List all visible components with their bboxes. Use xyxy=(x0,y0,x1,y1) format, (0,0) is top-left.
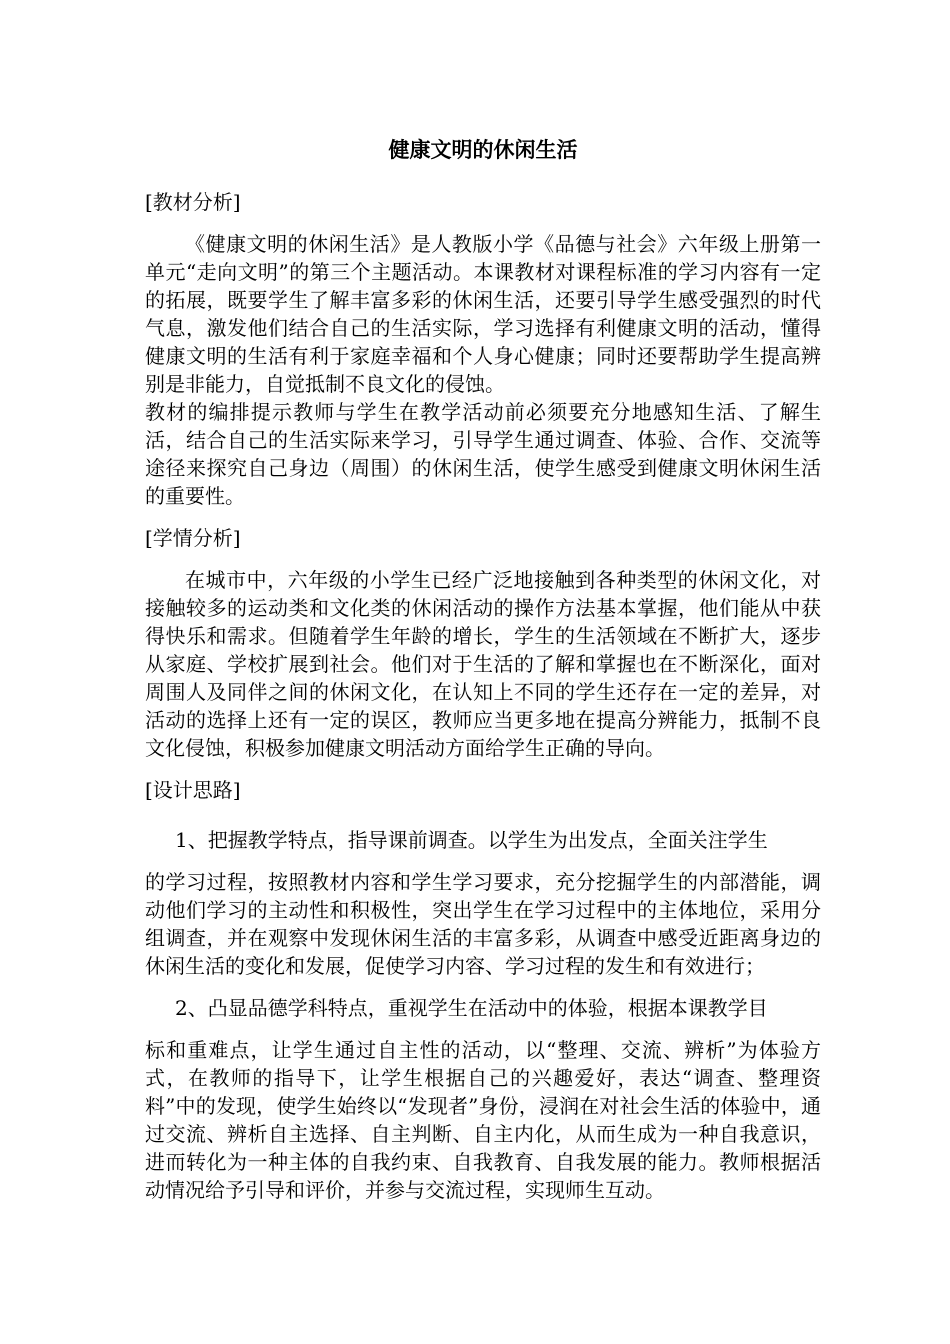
design-item-2-lead: 2、凸显品德学科特点，重视学生在活动中的体验，根据本课教学目 xyxy=(175,996,768,1020)
section-design-ideas xyxy=(145,776,821,1204)
textbook-analysis-paragraph-2: 教材的编排提示教师与学生在教学活动前必须要充分地感知生活、了解生活，结合自己的生活实际来学习，引导学生通过调查、体验、合作、交流等途径来探究自己身边（周围）的休闲生活，使学生感受到健康文明休闲生活的重要性。 xyxy=(145,400,821,508)
document-title: 健康文明的休闲生活 xyxy=(388,137,578,162)
document-page xyxy=(145,132,821,1204)
section-textbook-analysis xyxy=(145,188,821,510)
textbook-analysis-paragraph-1: 《健康文明的休闲生活》是人教版小学《品德与社会》六年级上册第一单元“走向文明”的第三个主题活动。本课教材对课程标准的学习内容有一定的拓展，既要学生了解丰富多彩的休闲生活，还要引导学生感受强烈的时代气息，激发他们结合自己的生活实际，学习选择有利健康文明的活动，懂得健康文明的生活有利于家庭幸福和个人身心健康；同时还要帮助学生提高辨别是非能力，自觉抵制不良文化的侵蚀。 xyxy=(145,232,821,396)
design-item-1-body: 的学习过程，按照教材内容和学生学习要求，充分挖掘学生的内部潜能，调动他们学习的主动性和积极性，突出学生在学习过程中的主体地位，采用分组调查，并在观察中发现休闲生活的丰富多彩，从调查中感受近距离身边的休闲生活的变化和发展，促使学习内容、学习过程的发生和有效进行； xyxy=(145,870,821,978)
section-heading-student-analysis: [学情分析] xyxy=(145,526,241,550)
section-student-analysis xyxy=(145,524,821,762)
student-analysis-paragraph-1: 在城市中，六年级的小学生已经广泛地接触到各种类型的休闲文化，对接触较多的运动类和文化类的休闲活动的操作方法基本掌握，他们能从中获得快乐和需求。但随着学生年龄的增长，学生的生活领域在不断扩大，逐步从家庭、学校扩展到社会。他们对于生活的了解和掌握也在不断深化，面对周围人及同伴之间的休闲文化，在认知上不同的学生还存在一定的差异，对活动的选择上还有一定的误区，教师应当更多地在提高分辨能力，抵制不良文化侵蚀，积极参加健康文明活动方面给学生正确的导向。 xyxy=(145,568,821,760)
design-item-1-lead: 1、把握教学特点，指导课前调查。以学生为出发点，全面关注学生 xyxy=(175,828,768,852)
section-heading-textbook-analysis: [教材分析] xyxy=(145,190,241,214)
section-heading-design-ideas: [设计思路] xyxy=(145,778,241,802)
design-item-2-body: 标和重难点，让学生通过自主性的活动，以“整理、交流、辨析”为体验方式，在教师的指导下，让学生根据自己的兴趣爱好，表达“调查、整理资料”中的发现，使学生始终以“发现者”身份，浸润在对社会生活的体验中，通过交流、辨析自主选择、自主判断、自主内化，从而生成为一种自我意识，进而转化为一种主体的自我约束、自我教育、自我发展的能力。教师根据活动情况给予引导和评价，并参与交流过程，实现师生互动。 xyxy=(145,1038,821,1202)
